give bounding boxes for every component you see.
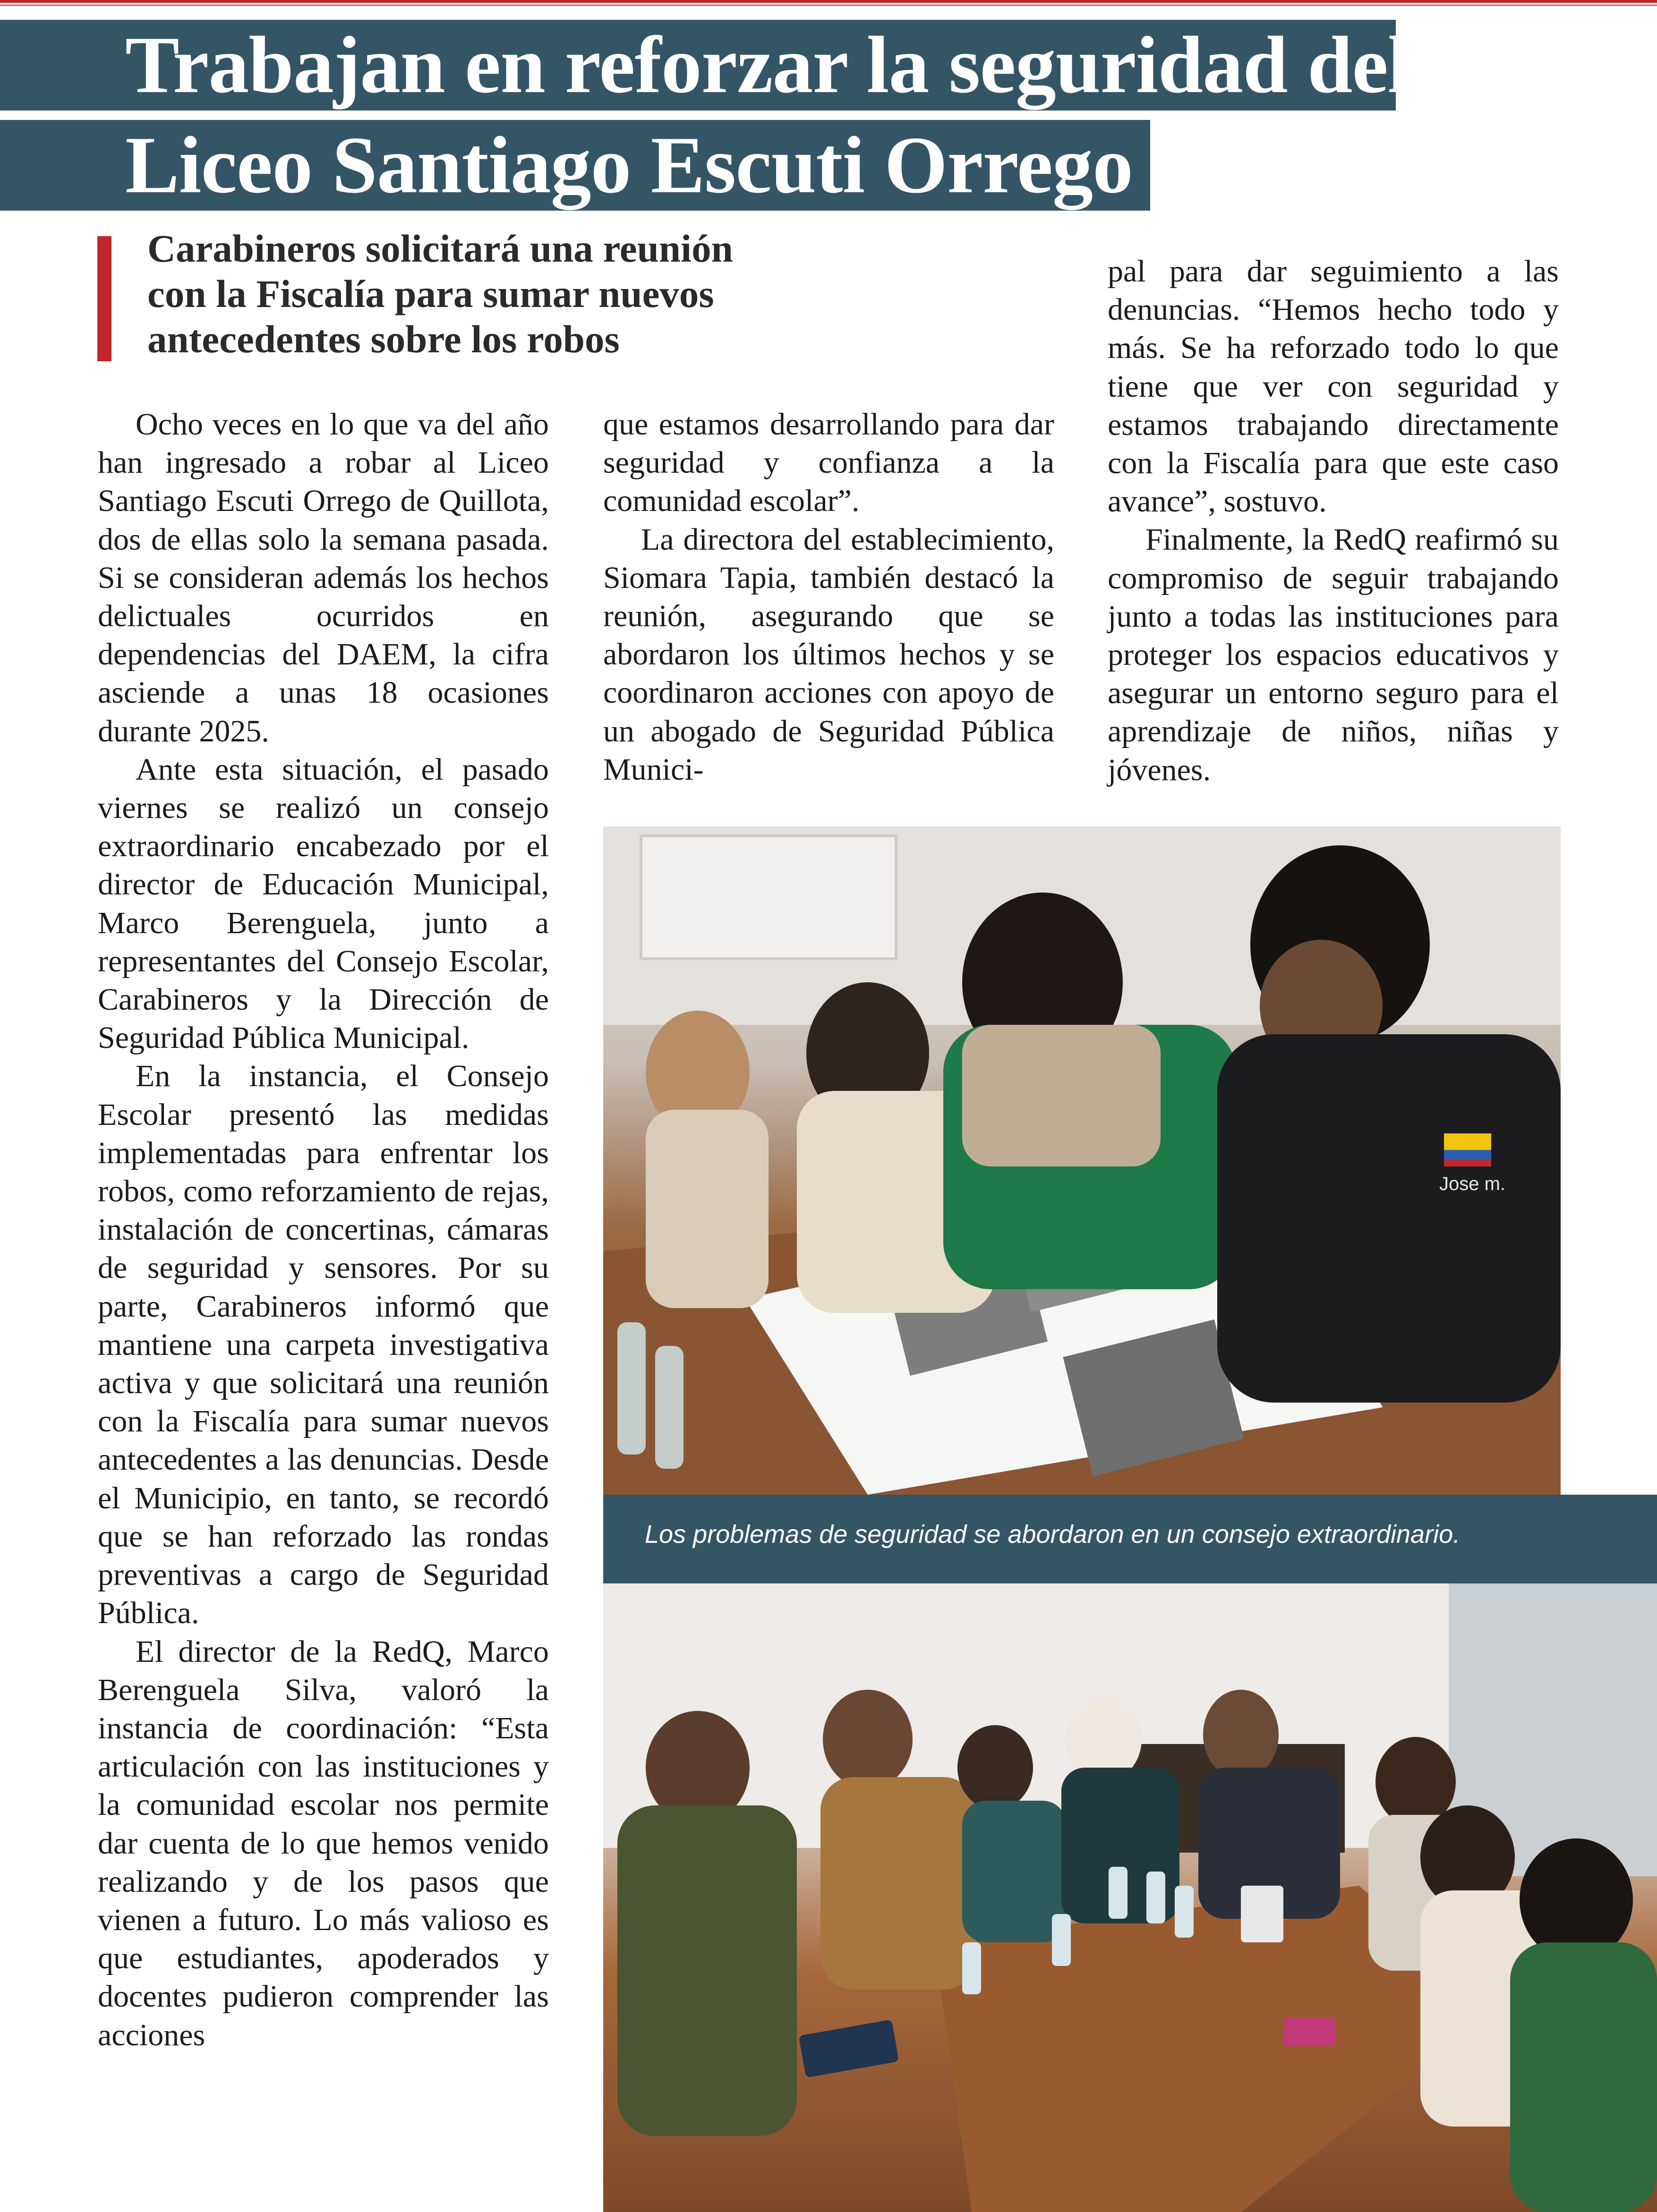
- paragraph: La directora del establecimiento, Siomara Tapia, también destacó la reunión, asegurando que se abordaron los últimos hechos y se coordinaron acciones con apoyo de un abogado de Seguridad Pública Munici-: [603, 522, 1054, 787]
- photo-2-illustration: [603, 1583, 1657, 2212]
- jacket-text: Jose m.: [1439, 1174, 1506, 1194]
- paragraph: El director de la RedQ, Marco Berenguela Silva, valoró la instancia de coordinación: “Esta articulación con las instituciones y la comunidad escolar nos permite dar cuenta de lo que hemos venido realizando y de los pasos que vienen a futuro. Lo más valioso es que estudiantes, apoderados y docentes pudieron comprender las acciones: [98, 1634, 549, 2052]
- paragraph: En la instancia, el Consejo Escolar presentó las medidas implementadas para enfrentar los robos, como reforzamiento de rejas, instalación de concertinas, cámaras de seguridad y sensores. Por su parte, Carabineros informó que mantiene una carpeta investigativa activa y que solicitará una reunión con la Fiscalía para sumar nuevos antecedentes a las denuncias. Desde el Municipio, en tanto, se recordó que se han reforzado las rondas preventivas a cargo de Seguridad Pública.: [98, 1059, 549, 1631]
- subtitle-accent-bar: [97, 236, 111, 361]
- headline-band-2: [0, 120, 1150, 211]
- subtitle: [147, 226, 828, 362]
- top-rule: [0, 0, 1657, 3]
- photo-caption: Los problemas de seguridad se abordaron en un consejo extraordinario.: [645, 1520, 1461, 1548]
- headline-line-2: Liceo Santiago Escuti Orrego: [125, 120, 1133, 210]
- subtitle-line-3: antecedentes sobre los robos: [147, 317, 620, 361]
- headline-line-1: Trabajan en reforzar la seguridad del: [125, 20, 1410, 110]
- article-column-3: [1108, 252, 1559, 789]
- paragraph: que estamos desarrollando para dar seguridad y confianza a la comunidad escolar”.: [603, 407, 1054, 519]
- meeting-photo-1: [603, 826, 1561, 1495]
- paragraph: Finalmente, la RedQ reafirmó su compromiso de seguir trabajando junto a todas las instituciones para proteger los espacios educativos y asegurar un entorno seguro para el aprendizaje de niños, niñas y jóvenes.: [1108, 522, 1559, 787]
- headline-band-1: [0, 20, 1410, 111]
- paragraph: Ocho veces en lo que va del año han ingresado a robar al Liceo Santiago Escuti Orrego de Quillota, dos de ellas solo la semana pasada. Si se consideran además los hechos delictuales ocurridos en dependencias del DAEM, la cifra asciende a unas 18 ocasiones durante 2025.: [98, 407, 549, 749]
- article-column-1: [98, 405, 549, 2054]
- subtitle-line-2: con la Fiscalía para sumar nuevos: [147, 272, 714, 315]
- article-column-2: [603, 405, 1054, 789]
- meeting-photo-2: [603, 1583, 1657, 2212]
- photo-1-illustration: [603, 826, 1561, 1495]
- paragraph: pal para dar seguimiento a las denuncias. “Hemos hecho todo y más. Se ha reforzado todo lo que tiene que ver con seguridad y estamos trabajando directamente con la Fiscalía para que este caso avance”, sostuvo.: [1108, 254, 1559, 519]
- paragraph: Ante esta situación, el pasado viernes se realizó un consejo extraordinario encabezado por el director de Educación Municipal, Marco Berenguela, junto a representantes del Consejo Escolar, Carabineros y la Dirección de Seguridad Pública Municipal.: [98, 752, 549, 1055]
- subtitle-line-1: Carabineros solicitará una reunión: [147, 227, 733, 270]
- top-rule-thin: [0, 5, 1657, 6]
